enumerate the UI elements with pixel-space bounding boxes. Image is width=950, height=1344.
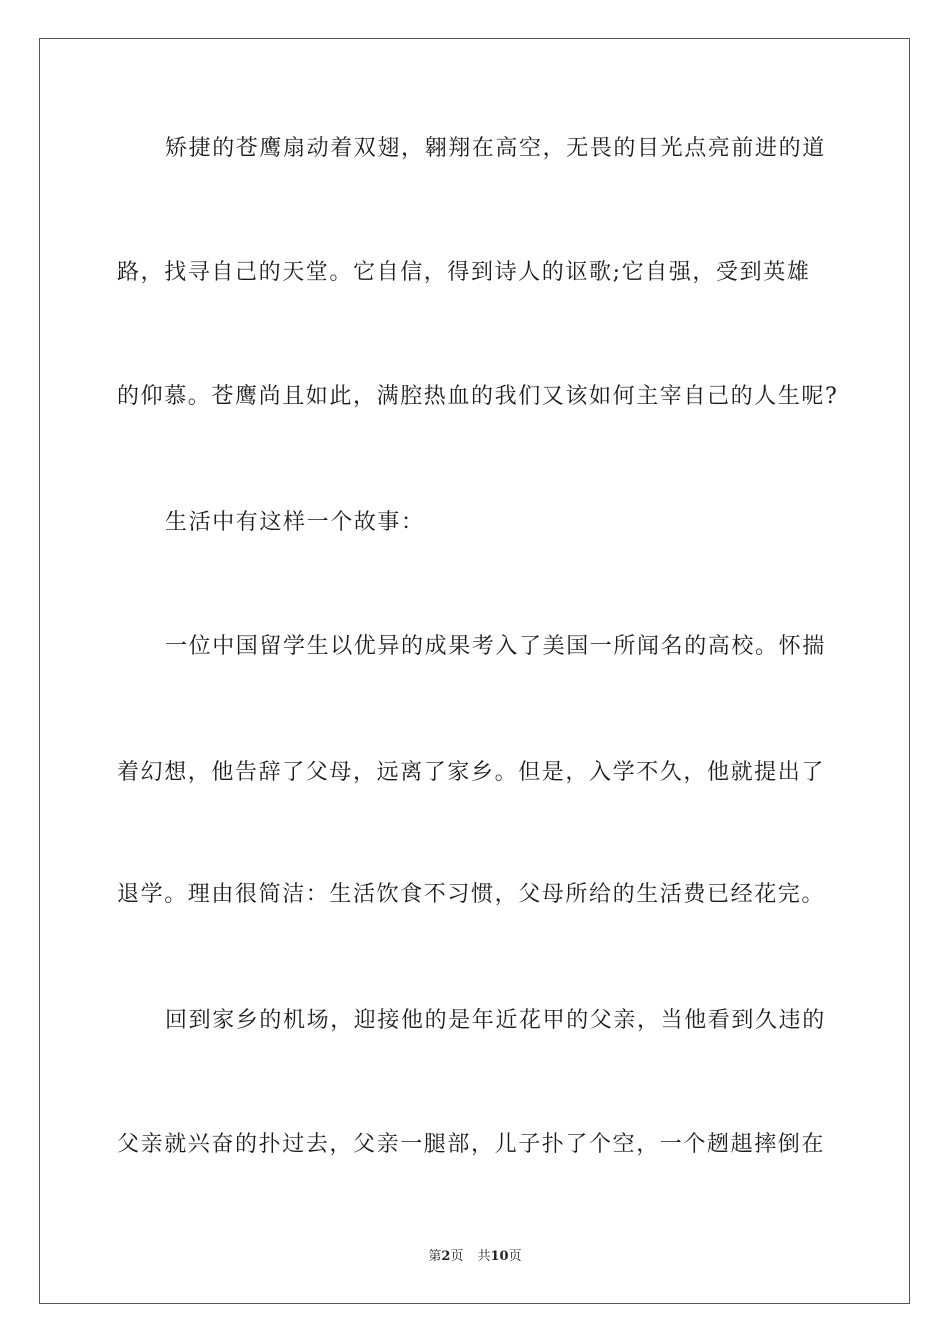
page-border [39,38,910,1304]
page-number: 2 [441,1249,451,1264]
paragraph-1-line-3: 的仰慕。苍鹰尚且如此，满腔热血的我们又该如何主宰自己的人生呢? [117,384,839,409]
total-suffix: 页 [508,1249,522,1264]
paragraph-1-line-2: 路，找寻自己的天堂。它自信，得到诗人的讴歌;它自强，受到英雄 [117,260,811,285]
paragraph-4-line-1: 回到家乡的机场，迎接他的是年近花甲的父亲，当他看到久违的 [165,1008,826,1033]
paragraph-3-line-1: 一位中国留学生以优异的成果考入了美国一所闻名的高校。怀揣 [165,634,826,659]
paragraph-1-line-1: 矫捷的苍鹰扇动着双翅，翱翔在高空，无畏的目光点亮前进的道 [165,136,826,161]
paragraph-3-line-2: 着幻想，他告辞了父母，远离了家乡。但是，入学不久，他就提出了 [117,760,826,785]
page-footer [0,1248,950,1266]
total-prefix: 共 [477,1249,491,1264]
page-suffix: 页 [450,1249,464,1264]
paragraph-2-line-1: 生活中有这样一个故事： [165,510,425,535]
paragraph-4-line-2: 父亲就兴奋的扑过去，父亲一腿部，儿子扑了个空，一个趔趄摔倒在 [117,1132,826,1157]
total-pages: 10 [490,1249,509,1264]
paragraph-3-line-3: 退学。理由很简洁：生活饮食不习惯，父母所给的生活费已经花完。 [117,882,826,907]
page-prefix: 第 [428,1249,442,1264]
